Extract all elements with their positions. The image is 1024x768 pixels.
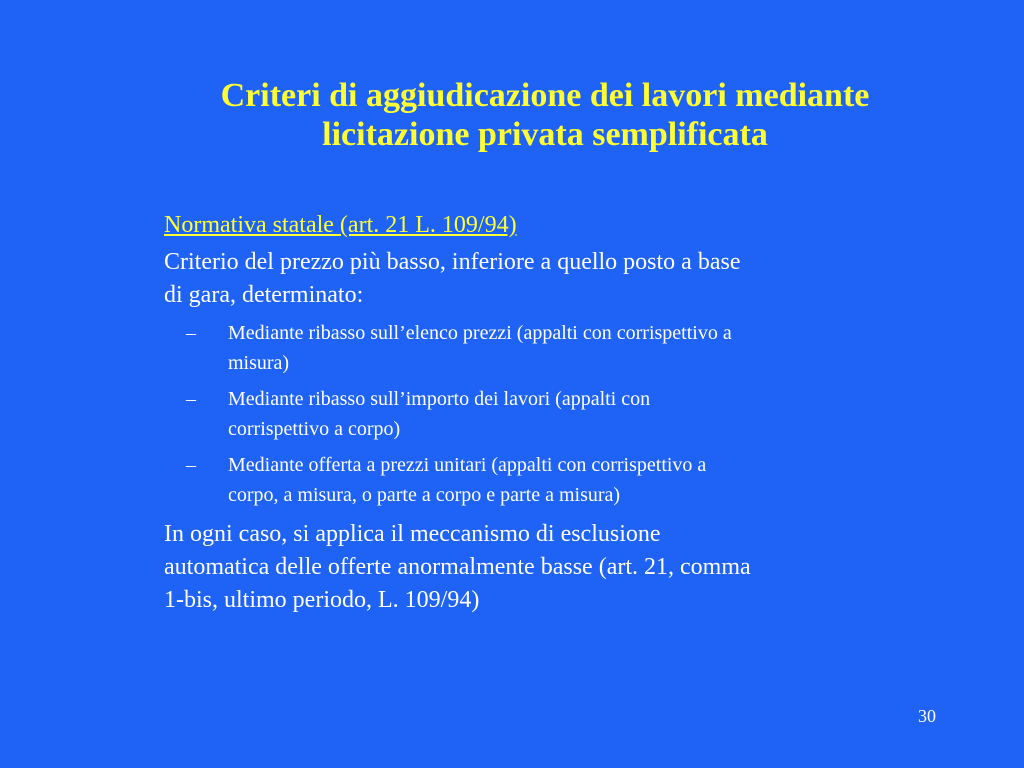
closing-paragraph: [164, 518, 954, 617]
intro-line: Criterio del prezzo più basso, inferiore a quello posto a base: [164, 249, 741, 275]
slide-title-line: licitazione privata semplificata: [322, 116, 768, 153]
bullet-line: corpo, a misura, o parte a corpo e parte a misura): [228, 484, 621, 506]
bullet-line: misura): [228, 352, 290, 374]
page-number: 30: [918, 706, 936, 726]
closing-line: automatica delle offerte anormalmente basse (art. 21, comma: [164, 554, 751, 580]
normativa-statale-link[interactable]: Normativa statale (art. 21 L. 109/94): [164, 212, 517, 238]
bullet-line: Mediante ribasso sull’importo dei lavori (appalti con: [228, 388, 651, 410]
bullet-line: Mediante ribasso sull’elenco prezzi (appalti con corrispettivo a: [228, 322, 732, 344]
list-item: [164, 450, 954, 510]
bullet-line: corrispettivo a corpo): [228, 418, 401, 440]
criteria-list: [164, 318, 954, 510]
list-item: [164, 384, 954, 444]
closing-line: In ogni caso, si applica il meccanismo di esclusione: [164, 521, 661, 547]
slide-title: [140, 76, 950, 154]
bullet-line: Mediante offerta a prezzi unitari (appalti con corrispettivo a: [228, 454, 707, 476]
list-item: [164, 318, 954, 378]
slide-body: [164, 208, 954, 623]
intro-line: di gara, determinato:: [164, 282, 364, 308]
slide-title-line: Criteri di aggiudicazione dei lavori mediante: [220, 77, 870, 114]
intro-paragraph: [164, 246, 954, 312]
bullet-dash: –: [186, 388, 196, 410]
bullet-dash: –: [186, 454, 196, 476]
bullet-dash: –: [186, 322, 196, 344]
closing-line: 1-bis, ultimo periodo, L. 109/94): [164, 587, 480, 613]
